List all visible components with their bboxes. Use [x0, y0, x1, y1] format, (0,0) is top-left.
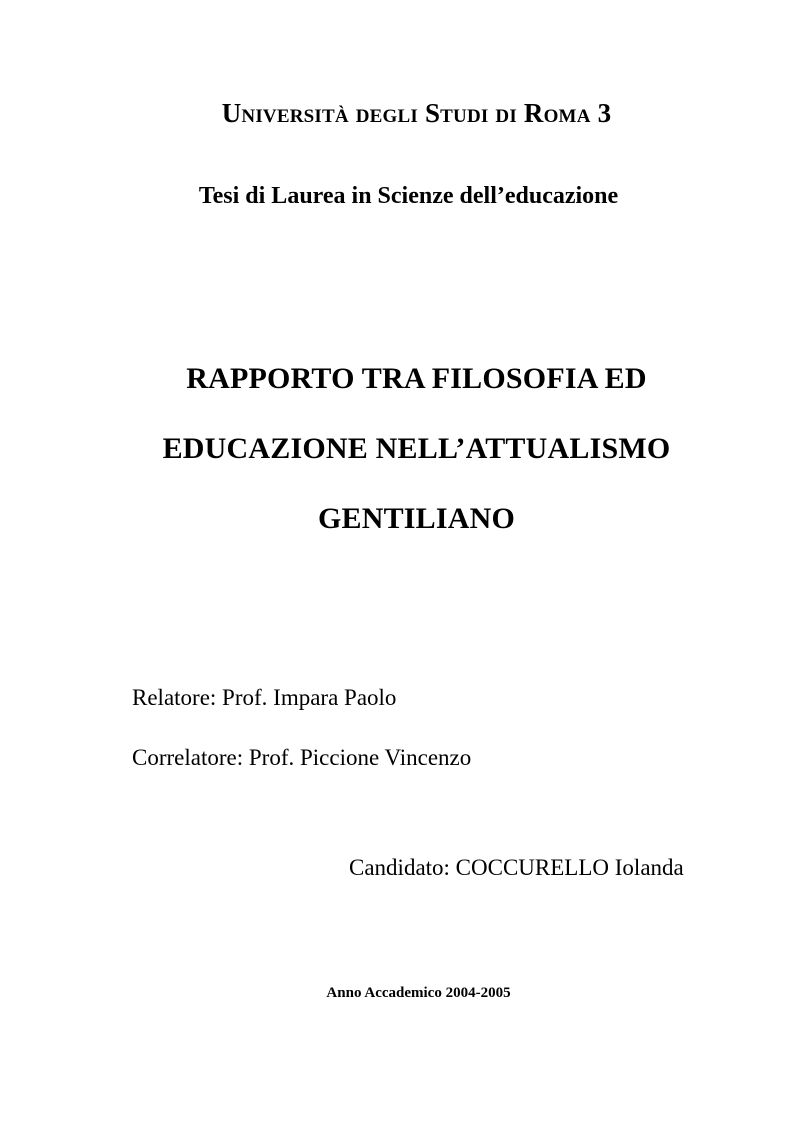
academic-year: Anno Accademico 2004-2005 — [326, 985, 511, 1001]
thesis-title-line-2: EDUCAZIONE NELL’ATTUALISMO — [162, 432, 671, 465]
correlatore-line: Correlatore: Prof. Piccione Vincenzo — [132, 745, 472, 770]
candidate-line: Candidato: COCCURELLO Iolanda — [349, 855, 684, 880]
thesis-title-line-1: RAPPORTO TRA FILOSOFIA ED — [186, 362, 647, 395]
relatore-line: Relatore: Prof. Impara Paolo — [132, 685, 397, 710]
thesis-title-line-3: GENTILIANO — [317, 502, 516, 535]
degree-subtitle: Tesi di Laurea in Scienze dell’educazione — [198, 183, 619, 209]
university-name: Università degli Studi di Roma 3 — [221, 98, 612, 128]
